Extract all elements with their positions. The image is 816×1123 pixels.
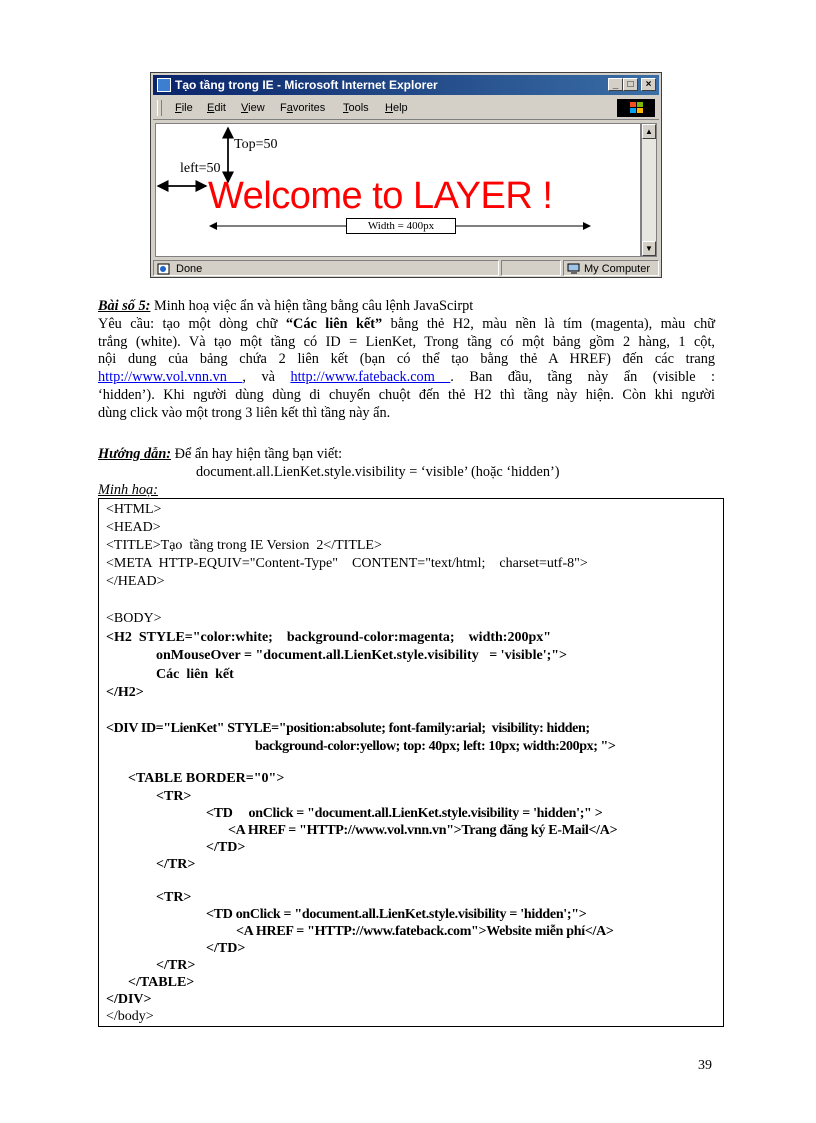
ie-app-icon xyxy=(157,78,171,92)
code-line: </TR> xyxy=(156,958,196,973)
status-main-cell xyxy=(153,260,499,276)
req-line-1-a: Yêu cầu: tạo một dòng chữ xyxy=(98,315,286,332)
req-line-6: dùng click vào một trong 3 liên kết thì tầng này ẩn. xyxy=(98,404,391,421)
code-listing xyxy=(98,498,724,1027)
menu-help-accel: H xyxy=(385,102,393,114)
code-line: background-color:yellow; top: 40px; left: 10px; width:200px; "> xyxy=(255,739,616,754)
windows-logo-icon xyxy=(617,99,655,117)
code-line: <TD onClick = "document.all.LienKet.style.visibility = 'hidden';" > xyxy=(206,806,603,821)
code-line: </H2> xyxy=(106,685,144,700)
req-line-4 xyxy=(98,369,715,387)
menu-help-rest: elp xyxy=(392,102,408,114)
scroll-up-icon[interactable]: ▲ xyxy=(642,124,656,139)
code-line: <A HREF = "HTTP://www.vol.vnn.vn">Trang đăng ký E-Mail</A> xyxy=(228,823,618,838)
page-number: 39 xyxy=(698,1058,712,1073)
menu-view[interactable] xyxy=(241,102,265,114)
demo-title: Minh hoạ: xyxy=(98,481,158,498)
code-line: <TD onClick = "document.all.LienKet.style.visibility = 'hidden';"> xyxy=(206,907,587,922)
menu-file-accel: F xyxy=(175,102,182,114)
exercise-title-line xyxy=(98,298,715,316)
req-line-3: nội dung của bảng chứa 2 liên kết (bạn có thể tạo bằng thẻ A HREF) đến các trang xyxy=(98,351,715,368)
menu-file-rest: ile xyxy=(181,102,193,114)
status-done: Done xyxy=(176,263,203,275)
code-line: <A HREF = "HTTP://www.fateback.com">Website miễn phí</A> xyxy=(236,924,614,939)
menu-edit-rest: dit xyxy=(214,102,226,114)
req-after-links: . Ban đầu, tầng này ẩn (visible : xyxy=(450,369,716,386)
menu-edit[interactable] xyxy=(207,102,226,114)
menu-bar xyxy=(153,97,659,120)
menu-tools-accel: T xyxy=(343,102,349,114)
left-label: left=50 xyxy=(180,161,221,176)
req-line-2: trắng (white). Và tạo một tầng có ID = LienKet, Trong tầng có một bảng gồm 2 hàng, 1 cột, xyxy=(98,333,715,350)
demo-title-line xyxy=(98,482,715,500)
req-line-5: ‘hidden’). Khi người dùng dùng di chuyển chuột đến thẻ H2 thì tầng này hiện. Còn khi người xyxy=(98,386,715,403)
code-line: </body> xyxy=(106,1009,154,1024)
code-line: <HTML> xyxy=(106,502,162,517)
menu-view-accel: V xyxy=(241,102,249,114)
welcome-heading: Welcome to LAYER ! xyxy=(208,175,553,217)
status-zone-text: My Computer xyxy=(584,263,651,275)
code-line: Các liên kết xyxy=(156,667,234,682)
guide-code: document.all.LienKet.style.visibility = ‘visible’ (hoặc ‘hidden’) xyxy=(196,463,560,480)
scroll-down-icon[interactable]: ▼ xyxy=(642,241,656,256)
browser-viewport xyxy=(155,123,641,257)
title-bar xyxy=(153,75,659,95)
menu-edit-accel: E xyxy=(207,102,215,114)
req-line-1 xyxy=(98,316,715,334)
menu-file[interactable] xyxy=(175,102,193,114)
guide-title-line xyxy=(98,446,715,464)
vertical-scrollbar[interactable] xyxy=(641,123,657,257)
menu-favorites-pre: F xyxy=(280,102,287,114)
menu-favorites-rest: vorites xyxy=(292,102,326,114)
code-line: </DIV> xyxy=(106,992,152,1007)
code-line: <TABLE BORDER="0"> xyxy=(128,771,285,786)
code-line: </TR> xyxy=(156,857,196,872)
ie-window-screenshot xyxy=(150,72,662,278)
top-label: Top=50 xyxy=(234,137,278,152)
guide-rest: Để ẩn hay hiện tầng bạn viết: xyxy=(171,446,343,462)
exercise-block xyxy=(98,298,715,423)
code-line: <META HTTP-EQUIV="Content-Type" CONTENT="text/html; charset=utf-8"> xyxy=(106,556,588,571)
code-line: <TR> xyxy=(156,890,192,905)
close-button[interactable]: × xyxy=(641,78,656,91)
code-line: <TR> xyxy=(156,789,192,804)
guide-block xyxy=(98,446,715,499)
code-line: <H2 STYLE="color:white; background-color:magenta; width:200px" xyxy=(106,630,552,645)
minimize-button[interactable]: _ xyxy=(608,78,623,91)
code-line: <BODY> xyxy=(106,611,162,626)
maximize-button[interactable]: □ xyxy=(623,78,638,91)
code-line: </HEAD> xyxy=(106,574,165,589)
link-vol-vnn[interactable]: http://www.vol.vnn.vn xyxy=(98,369,243,386)
exercise-title-rest: Minh hoạ việc ẩn và hiện tầng bằng câu lệnh JavaScirpt xyxy=(150,298,474,314)
menu-tools[interactable] xyxy=(343,102,369,114)
code-line: <HEAD> xyxy=(106,520,161,535)
menu-favorites-accel: a xyxy=(286,102,293,114)
menu-view-rest: iew xyxy=(248,102,265,114)
my-computer-icon xyxy=(567,263,581,275)
code-line: <TITLE>Tạo tầng trong IE Version 2</TITLE> xyxy=(106,538,382,553)
code-line: <DIV ID="LienKet" STYLE="position:absolute; font-family:arial; visibility: hidden; xyxy=(106,721,590,736)
window-title: Tạo tầng trong IE - Microsoft Internet Explorer xyxy=(175,78,438,92)
guide-title: Hướng dẫn: xyxy=(98,446,172,462)
code-line: </TD> xyxy=(206,941,246,956)
req-line-1-b: bằng thẻ H2, màu nền là tím (magenta), màu chữ xyxy=(382,315,715,332)
menu-tools-rest: ools xyxy=(348,102,369,114)
req-quoted-label: “Các liên kết” xyxy=(285,315,383,332)
menu-favorites[interactable] xyxy=(280,102,325,114)
code-line: onMouseOver = "document.all.LienKet.style.visibility = 'visible';"> xyxy=(156,648,567,663)
status-bar xyxy=(153,259,659,277)
exercise-title: Bài số 5: xyxy=(98,298,151,314)
link-fateback[interactable]: http://www.fateback.com xyxy=(290,369,451,386)
status-zone-cell xyxy=(563,260,659,276)
width-label: Width = 400px xyxy=(346,218,456,234)
page-icon xyxy=(157,263,171,275)
code-line: </TABLE> xyxy=(128,975,195,990)
menu-help[interactable] xyxy=(385,102,408,114)
req-between-links: , và xyxy=(242,369,291,386)
toolbar-grip xyxy=(157,100,162,116)
status-cell-2 xyxy=(501,260,561,276)
code-line: </TD> xyxy=(206,840,246,855)
